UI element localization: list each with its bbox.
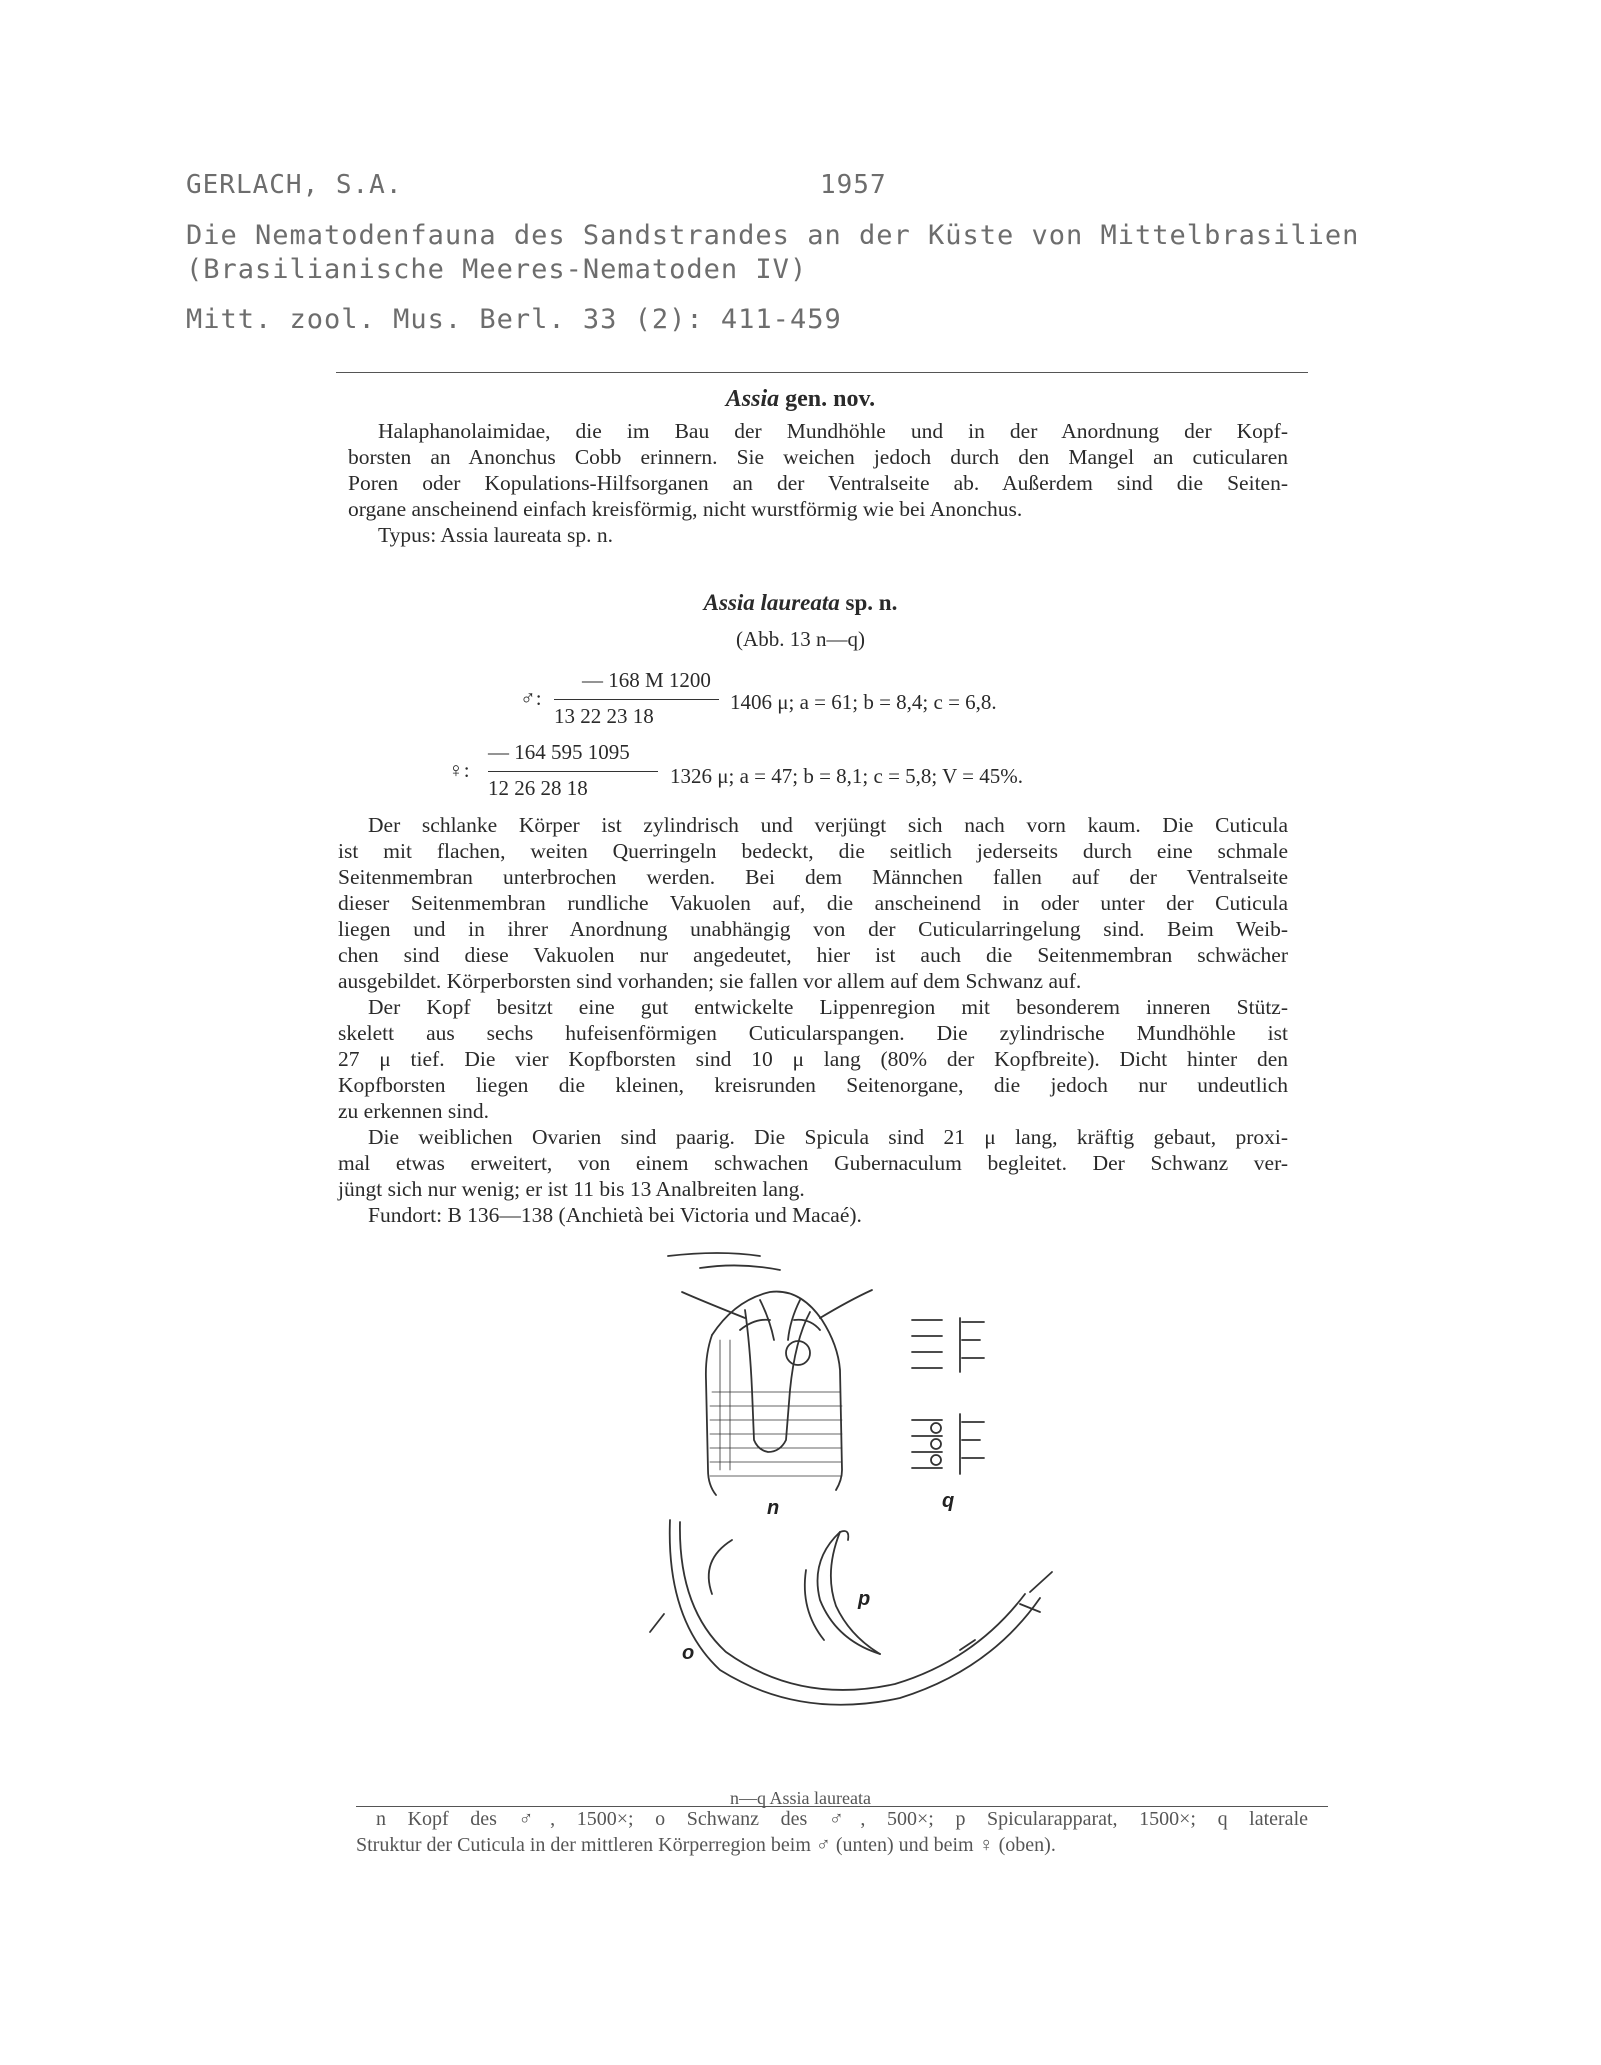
figure-n-head-drawing	[668, 1253, 872, 1495]
male-symbol: ♂:	[520, 686, 542, 710]
genus-line: Poren oder Kopulations-Hilfsorganen an der Ventralseite ab. Außerdem sind die Seiten-	[348, 471, 1288, 495]
genus-type-line: Typus: Assia laureata sp. n.	[378, 523, 613, 547]
genus-suffix: gen. nov.	[779, 386, 876, 412]
desc-line: mal etwas erweitert, von einem schwachen Gubernaculum begleitet. Der Schwanz ver-	[338, 1151, 1288, 1175]
reference-title-line1: Die Nematodenfauna des Sandstrandes an der Küste von Mittelbrasilien	[186, 220, 1360, 251]
desc-line: Kopfborsten liegen die kleinen, kreisrunden Seitenorgane, die jedoch nur undeutlich	[338, 1073, 1288, 1097]
female-denominator: 12 26 28 18	[488, 776, 588, 800]
genus-line: Halaphanolaimidae, die im Bau der Mundhöhle und in der Anordnung der Kopf-	[378, 419, 1288, 443]
female-symbol: ♀:	[448, 758, 470, 782]
male-numerator: — 168 M 1200	[582, 668, 711, 692]
desc-line: ausgebildet. Körperborsten sind vorhanden; sie fallen vor allem auf dem Schwanz auf.	[338, 969, 1082, 993]
desc-line: 27 μ tief. Die vier Kopfborsten sind 10 μ lang (80% der Kopfbreite). Dicht hinter den	[338, 1047, 1288, 1071]
species-figure-ref: (Abb. 13 n—q)	[736, 627, 865, 651]
reference-author: GERLACH, S.A.	[186, 170, 403, 200]
reference-title-line2: (Brasilianische Meeres-Nematoden IV)	[186, 254, 808, 285]
male-denominator: 13 22 23 18	[554, 704, 654, 728]
desc-line: Seitenmembran unterbrochen werden. Bei dem Männchen fallen auf der Ventralseite	[338, 865, 1288, 889]
figure-label-n: n	[767, 1497, 780, 1519]
genus-line: borsten an Anonchus Cobb erinnern. Sie weichen jedoch durch den Mangel an cuticularen	[348, 445, 1288, 469]
figure-label-p: p	[858, 1588, 871, 1610]
desc-line: zu erkennen sind.	[338, 1099, 490, 1123]
desc-line: Der Kopf besitzt eine gut entwickelte Lippenregion mit besonderem inneren Stütz-	[368, 995, 1288, 1019]
reference-journal: Mitt. zool. Mus. Berl. 33 (2): 411-459	[186, 304, 842, 335]
figure-q-cuticle-drawing	[912, 1318, 984, 1474]
male-result: 1406 μ; a = 61; b = 8,4; c = 6,8.	[730, 690, 997, 714]
desc-line: chen sind diese Vakuolen nur angedeutet, hier ist auch die Seitenmembran schwächer	[338, 943, 1288, 967]
desc-line: Der schlanke Körper ist zylindrisch und verjüngt sich nach vorn kaum. Die Cuticula	[368, 813, 1288, 837]
species-suffix: sp. n.	[839, 590, 898, 615]
genus-name: Assia	[725, 386, 780, 412]
desc-line: ist mit flachen, weiten Querringeln bedeckt, die seitlich jederseits durch eine schmale	[338, 839, 1288, 863]
genus-line: organe anscheinend einfach kreisförmig, nicht wurstförmig wie bei Anonchus.	[348, 497, 1023, 521]
caption-line: Struktur der Cuticula in der mittleren Körperregion beim ♂ (unten) und beim ♀ (oben).	[356, 1834, 1056, 1856]
desc-line: jüngt sich nur wenig; er ist 11 bis 13 Analbreiten lang.	[338, 1177, 805, 1201]
desc-line: liegen und in ihrer Anordnung unabhängig von der Cuticularringelung sind. Beim Weib-	[338, 917, 1288, 941]
reference-year: 1957	[820, 170, 887, 200]
species-name: Assia laureata	[703, 590, 840, 615]
desc-line: Die weiblichen Ovarien sind paarig. Die Spicula sind 21 μ lang, kräftig gebaut, proxi-	[368, 1125, 1288, 1149]
desc-line: skelett aus sechs hufeisenförmigen Cuticularspangen. Die zylindrische Mundhöhle ist	[338, 1021, 1288, 1045]
female-result: 1326 μ; a = 47; b = 8,1; c = 5,8; V = 45%.	[670, 764, 1024, 788]
figure-label-o: o	[682, 1642, 695, 1664]
female-numerator: — 164 595 1095	[488, 740, 630, 764]
caption-title: n—q Assia laureata	[730, 1788, 871, 1808]
desc-line: dieser Seitenmembran rundliche Vakuolen auf, die anscheinend in oder unter der Cuticula	[338, 891, 1288, 915]
desc-line-locality: Fundort: B 136—138 (Anchietà bei Victoria und Macaé).	[368, 1203, 862, 1227]
figure-label-q: q	[942, 1490, 955, 1512]
caption-line: n Kopf des ♂, 1500×; o Schwanz des ♂, 500×; p Spicularapparat, 1500×; q laterale	[376, 1808, 1308, 1830]
figure-o-tail-drawing	[650, 1520, 1052, 1705]
caption-body	[356, 1806, 1308, 1858]
